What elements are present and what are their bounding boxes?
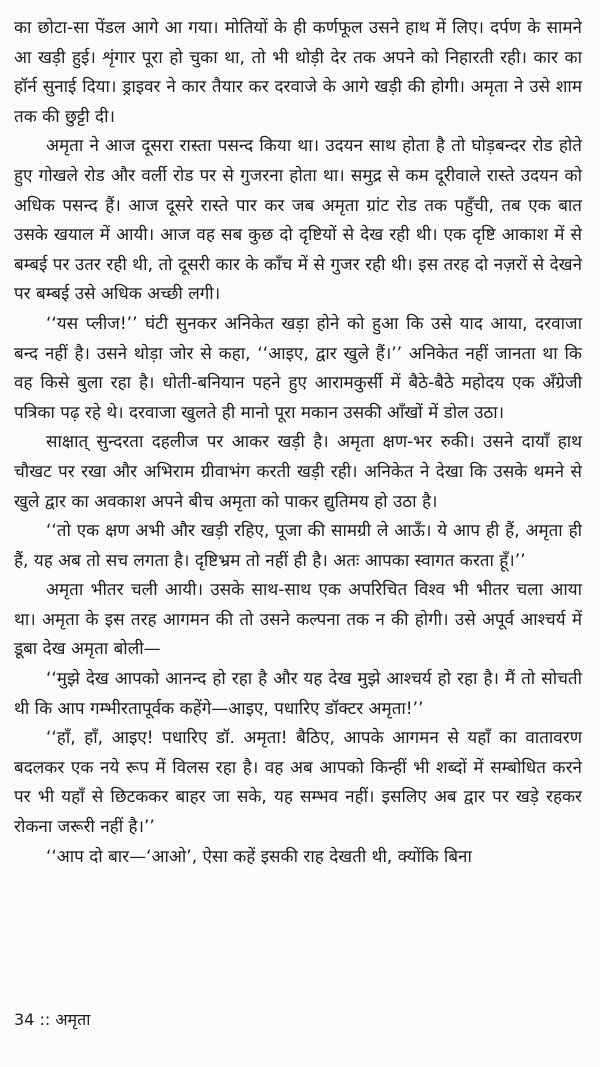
paragraph: ‘‘मुझे देख आपको आनन्द हो रहा है और यह देख मुझे आश्चर्य हो रहा है। मैं तो सोचती थी कि आप गम्भीरतापूर्वक कहेंगे—आइए, पधारिए डॉक्टर अमृता!’’ xyxy=(14,669,582,719)
paragraph: ‘‘यस प्लीज!’’ घंटी सुनकर अनिकेत खड़ा होने को हुआ कि उसे याद आया, दरवाजा बन्द नहीं है। उसने थोड़ा जोर से कहा, ‘‘आइए, द्वार खुले हैं।’’ अनिकेत नहीं जानता था कि वह किसे बुला रहा है। धोती-बनियान पहने हुए आरामकुर्सी में बैठे-बैठे महोदय एक अँग्रेजी पत्रिका पढ़ रहे थे। दरवाजा खुलते ही मानो पूरा मकान उसकी आँखों में डोल उठा। xyxy=(14,313,582,423)
paragraph: ‘‘तो एक क्षण अभी और खड़ी रहिए, पूजा की सामग्री ले आऊँ। ये आप ही हैं, अमृता ही हैं, यह अब तो सच लगता है। दृष्टिभ्रम तो नहीं ही है। अतः आपका स्वागत करता हूँ।’’ xyxy=(14,521,582,571)
footer-separator: :: xyxy=(39,1010,51,1029)
paragraph: का छोटा-सा पेंडल आगे आ गया। मोतियों के ही कर्णफूल उसने हाथ में लिए। दर्पण के सामने आ खड़ी हुई। शृंगार पूरा हो चुका था, तो भी थोड़ी देर तक अपने को निहारती रही। कार का हॉर्न सुनाई दिया। ड्राइवर ने कार तैयार कर दरवाजे के आगे खड़ी की होगी। अमृता ने उसे शाम तक की छुट्टी दी। xyxy=(14,18,582,127)
paragraph: अमृता ने आज दूसरा रास्ता पसन्द किया था। उदयन साथ होता है तो घोड़बन्दर रोड होते हुए गोखले रोड और वर्ली रोड पर से गुजरना होता था। समुद्र से कम दूरीवाले रास्ते उदयन को अधिक पसन्द हैं। आज दूसरे रास्ते पार कर जब अमृता ग्रांट रोड तक पहुँची, तब एक बात उसके खयाल में आयी। आज वह सब कुछ दो दृष्टियों से देख रही थी। एक दृष्टि आकाश में से बम्बई पर उतर रही थी, तो दूसरी कार के काँच में से गुजर रही थी। इस तरह दो नज़रों से देखने पर बम्बई उसे अधिक अच्छी लगी। xyxy=(14,136,582,305)
running-title: अमृता xyxy=(55,1010,91,1029)
paragraph: साक्षात् सुन्दरता दहलीज पर आकर खड़ी है। अमृता क्षण-भर रुकी। उसने दायाँ हाथ चौखट पर रखा और अभिराम ग्रीवाभंग करती खड़ी रही। अनिकेत ने देखा कि उसके थमने से खुले द्वार का अवकाश अपने बीच अमृता को पाकर द्युतिमय हो उठा है। xyxy=(14,432,582,512)
page-number: 34 xyxy=(14,1010,35,1029)
page-body xyxy=(14,14,582,872)
paragraph: ‘‘आप दो बार—‘आओ’, ऐसा कहें इसकी राह देखती थी, क्योंकि बिना xyxy=(46,846,472,867)
paragraph: अमृता भीतर चली आयी। उसके साथ-साथ एक अपरिचित विश्व भी भीतर चला आया था। अमृता के इस तरह आगमन की तो उसने कल्पना तक न की होगी। उसे अपूर्व आश्चर्य में डूबा देख अमृता बोली— xyxy=(14,580,582,660)
paragraph: ‘‘हाँ, हाँ, आइए! पधारिए डॉ. अमृता! बैठिए, आपके आगमन से यहाँ का वातावरण बदलकर एक नये रूप में विलस रहा है। वह अब आपको किन्हीं भी शब्दों में सम्बोधित करने पर भी यहाँ से छिटककर बाहर जा सके, यह सम्भव नहीं। इसलिए अब द्वार पर खड़े रहकर रोकना जरूरी नहीं है।’’ xyxy=(14,728,582,838)
page-footer xyxy=(14,1009,90,1031)
